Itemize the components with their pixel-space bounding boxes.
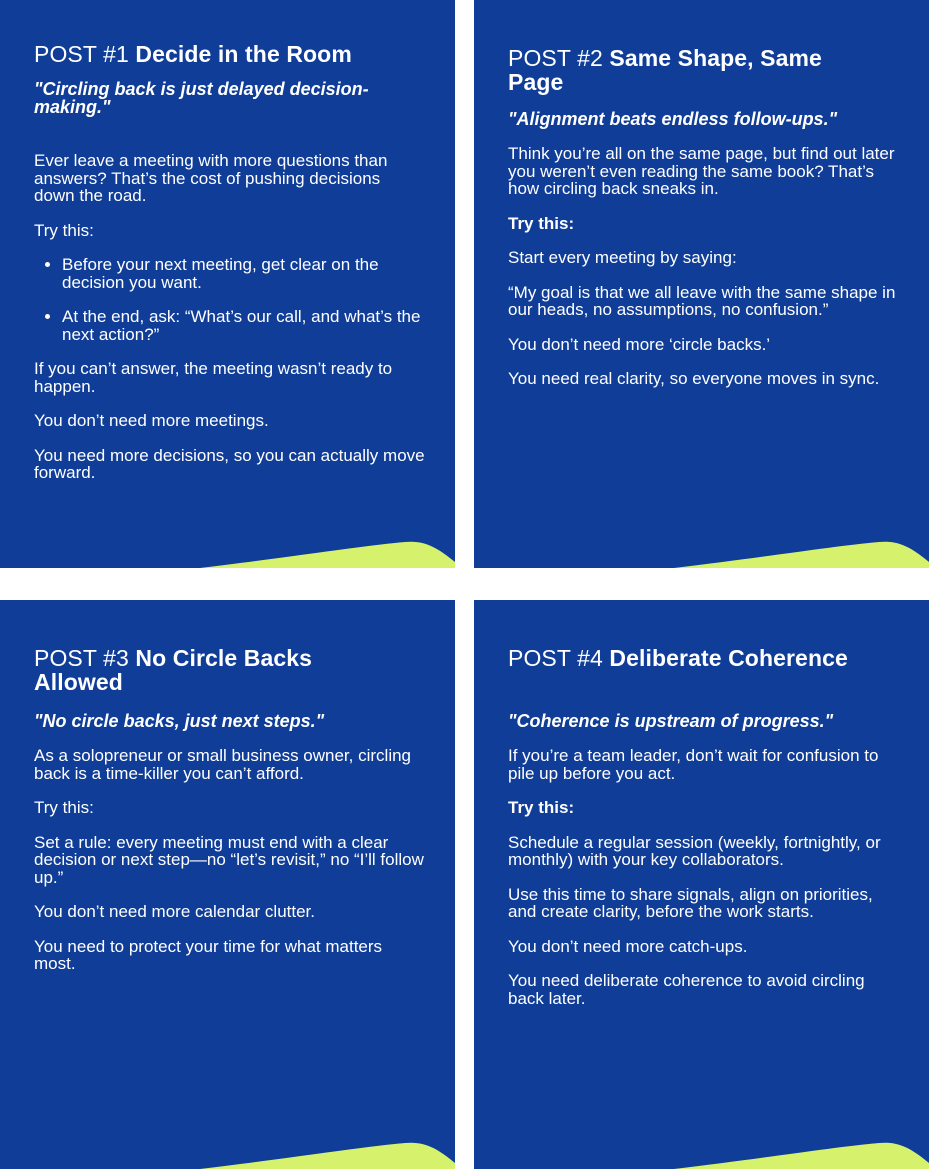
closing-line-1: You don’t need more catch-ups.	[508, 936, 748, 956]
post-quote: "Alignment beats endless follow-ups."	[508, 109, 838, 129]
post-name: Same Shape, Same Page	[508, 45, 822, 95]
post-card-3	[0, 600, 455, 1169]
post-card-content	[34, 42, 425, 482]
closing-line-2: You need to protect your time for what matters most.	[34, 936, 383, 973]
closing-line-2: You need real clarity, so everyone moves in sync.	[508, 369, 880, 388]
try-label: Try this:	[508, 213, 575, 233]
post-intro: Ever leave a meeting with more questions than answers? That’s the cost of pushing decisions down the road.	[34, 151, 388, 205]
post-card-1	[0, 0, 455, 568]
post-step: Start every meeting by saying:	[508, 248, 737, 267]
list-item: • Before your next meeting, get clear on the decision you want.	[62, 256, 425, 291]
post-number: POST #2	[508, 45, 603, 71]
post-intro: As a solopreneur or small business owner, circling back is a time-killer you can’t afford.	[34, 746, 412, 783]
try-label: Try this:	[34, 220, 94, 240]
post-intro: If you’re a team leader, don’t wait for confusion to pile up before you act.	[508, 746, 879, 783]
post-body: “My goal is that we all leave with the same shape in our heads, no assumptions, no confusion.”	[508, 282, 896, 319]
post-card-content	[34, 646, 425, 973]
accent-wave-decoration	[474, 1139, 929, 1169]
tips-list	[34, 256, 425, 343]
post-card-content	[508, 646, 899, 1007]
closing-line-1: You don’t need more meetings.	[34, 411, 269, 430]
accent-wave-decoration	[0, 538, 455, 568]
closing-line-2: You need deliberate coherence to avoid circling back later.	[508, 971, 865, 1008]
post-title	[508, 646, 899, 670]
closing-line-1: You don’t need more ‘circle backs.’	[508, 334, 771, 354]
post-quote: "Coherence is upstream of progress."	[508, 711, 834, 731]
post-name: Deliberate Coherence	[609, 645, 848, 671]
post-number: POST #4	[508, 645, 603, 671]
post-number: POST #1	[34, 41, 129, 67]
post-intro: Think you’re all on the same page, but find out later you weren’t even reading the same book? That’s how circling back sneaks in.	[508, 144, 895, 198]
list-item: • At the end, ask: “What’s our call, and what’s the next action?”	[62, 308, 425, 343]
try-label: Try this:	[508, 798, 575, 817]
closing-line-1: You don’t need more calendar clutter.	[34, 902, 316, 921]
post-body: Use this time to share signals, align on priorities, and create clarity, before the work starts.	[508, 884, 873, 921]
post-name: Decide in the Room	[135, 41, 352, 67]
post-title	[34, 646, 364, 694]
post-title	[508, 46, 868, 94]
post-card-2	[474, 0, 929, 568]
post-quote: "Circling back is just delayed decision-making."	[34, 79, 369, 117]
post-step: Schedule a regular session (weekly, fortnightly, or monthly) with your key collaborators.	[508, 832, 881, 869]
post-body: If you can’t answer, the meeting wasn’t ready to happen.	[34, 359, 393, 396]
post-number: POST #3	[34, 645, 129, 671]
accent-wave-decoration	[474, 538, 929, 568]
closing-line-2: You need more decisions, so you can actually move forward.	[34, 445, 425, 482]
post-name: No Circle Backs Allowed	[34, 645, 313, 695]
post-body: Set a rule: every meeting must end with a clear decision or next step—no “let’s revisit,” no “I’ll follow up.”	[34, 832, 424, 887]
accent-wave-decoration	[0, 1139, 455, 1169]
post-card-4	[474, 600, 929, 1169]
post-quote: "No circle backs, just next steps."	[34, 711, 325, 731]
try-label: Try this:	[34, 798, 94, 817]
post-title	[34, 42, 425, 66]
post-card-content	[508, 42, 899, 388]
